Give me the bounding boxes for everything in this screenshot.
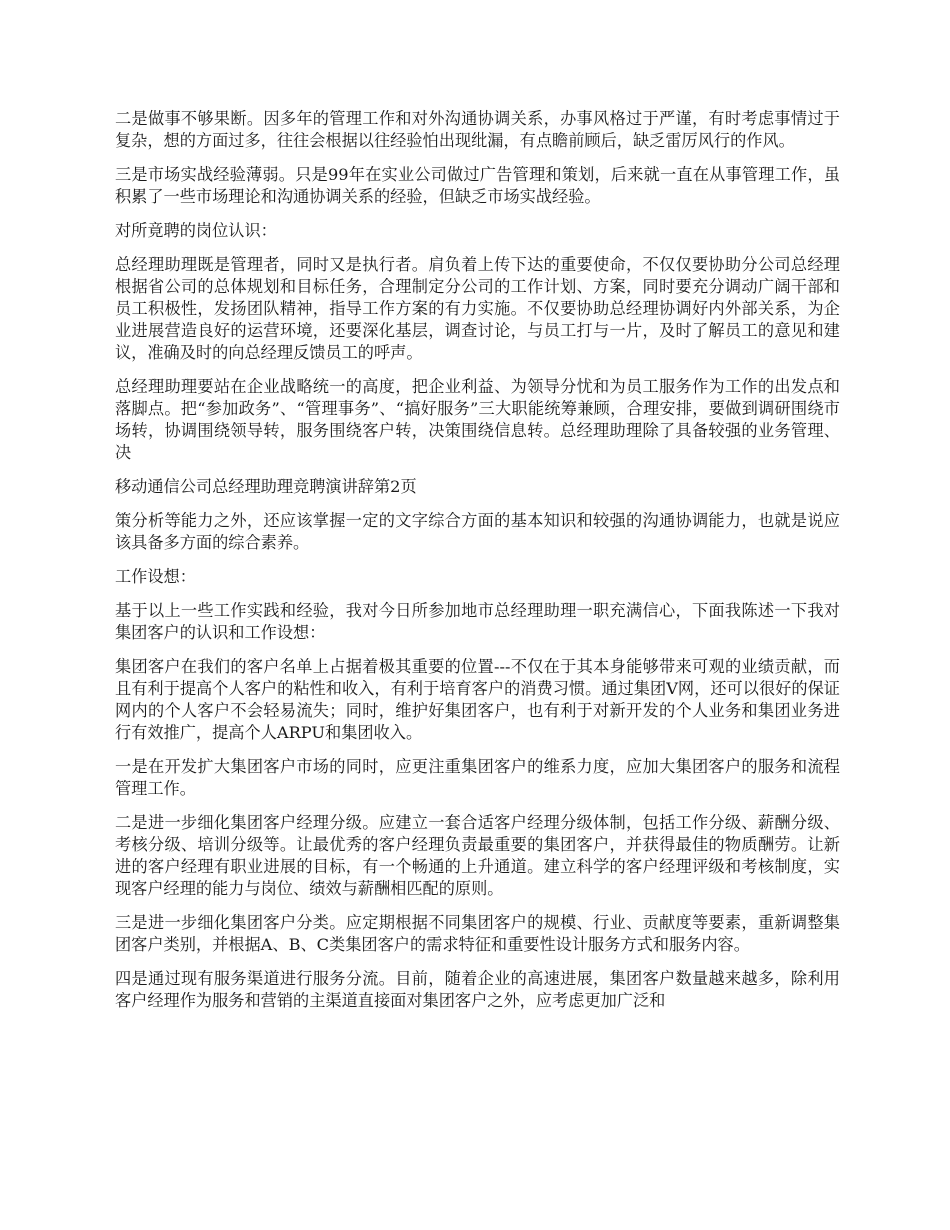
paragraph: 一是在开发扩大集团客户市场的同时，应更注重集团客户的维系力度，应加大集团客户的服务和流程管理工作。 bbox=[115, 757, 840, 798]
section-heading: 工作设想： bbox=[115, 567, 196, 586]
paragraph: 二是做事不够果断。因多年的管理工作和对外沟通协调关系，办事风格过于严谨，有时考虑事情过于复杂，想的方面过多，往往会根据以往经验怕出现纰漏，有点瞻前顾后，缺乏雷厉风行的作风。 bbox=[115, 109, 840, 150]
paragraph: 集团客户在我们的客户名单上占据着极其重要的位置---不仅在于其本身能够带来可观的业绩贡献，而且有利于提高个人客户的粘性和收入，有利于培育客户的消费习惯。通过集团V网，还可以很好的保证网内的个人客户不会轻易流失；同时，维护好集团客户，也有利于对新开发的个人业务和集团业务进行有效推广，提高个人ARPU和集团收入。 bbox=[115, 657, 840, 742]
paragraph: 策分析等能力之外，还应该掌握一定的文字综合方面的基本知识和较强的沟通协调能力，也就是说应该具备多方面的综合素养。 bbox=[115, 511, 840, 552]
paragraph: 四是通过现有服务渠道进行服务分流。目前，随着企业的高速进展，集团客户数量越来越多，除利用客户经理作为服务和营销的主渠道直接面对集团客户之外，应考虑更加广泛和 bbox=[115, 969, 840, 1010]
paragraph: 基于以上一些工作实践和经验，我对今日所参加地市总经理助理一职充满信心，下面我陈述一下我对集团客户的认识和工作设想： bbox=[115, 601, 840, 642]
paragraph: 三是进一步细化集团客户分类。应定期根据不同集团客户的规模、行业、贡献度等要素，重新调整集团客户类别，并根据A、B、C类集团客户的需求特征和重要性设计服务方式和服务内容。 bbox=[115, 913, 840, 954]
document-page bbox=[115, 108, 840, 1024]
paragraph: 总经理助理要站在企业战略统一的高度，把企业利益、为领导分忧和为员工服务作为工作的出发点和落脚点。把“参加政务”、“管理事务”、“搞好服务”三大职能统筹兼顾，合理安排，要做到调研围绕市场转，协调围绕领导转，服务围绕客户转，决策围绕信息转。总经理助理除了具备较强的业务管理、决 bbox=[115, 377, 840, 462]
paragraph: 二是进一步细化集团客户经理分级。应建立一套合适客户经理分级体制，包括工作分级、薪酬分级、考核分级、培训分级等。让最优秀的客户经理负责最重要的集团客户，并获得最佳的物质酬劳。让新进的客户经理有职业进展的目标，有一个畅通的上升通道。建立科学的客户经理评级和考核制度，实现客户经理的能力与岗位、绩效与薪酬相匹配的原则。 bbox=[115, 813, 840, 898]
paragraph: 总经理助理既是管理者，同时又是执行者。肩负着上传下达的重要使命，不仅仅要协助分公司总经理根据省公司的总体规划和目标任务，合理制定分公司的工作计划、方案，同时要充分调动广阔干部和员工积极性，发扬团队精神，指导工作方案的有力实施。不仅要协助总经理协调好内外部关系，为企业进展营造良好的运营环境，还要深化基层，调查讨论，与员工打与一片，及时了解员工的意见和建议，准确及时的向总经理反馈员工的呼声。 bbox=[115, 255, 840, 362]
page-marker: 移动通信公司总经理助理竞聘演讲辞第2页 bbox=[115, 477, 417, 496]
section-heading: 对所竟聘的岗位认识： bbox=[115, 221, 277, 240]
paragraph: 三是市场实战经验薄弱。只是99年在实业公司做过广告管理和策划，后来就一直在从事管理工作，虽积累了一些市场理论和沟通协调关系的经验，但缺乏市场实战经验。 bbox=[115, 165, 840, 206]
